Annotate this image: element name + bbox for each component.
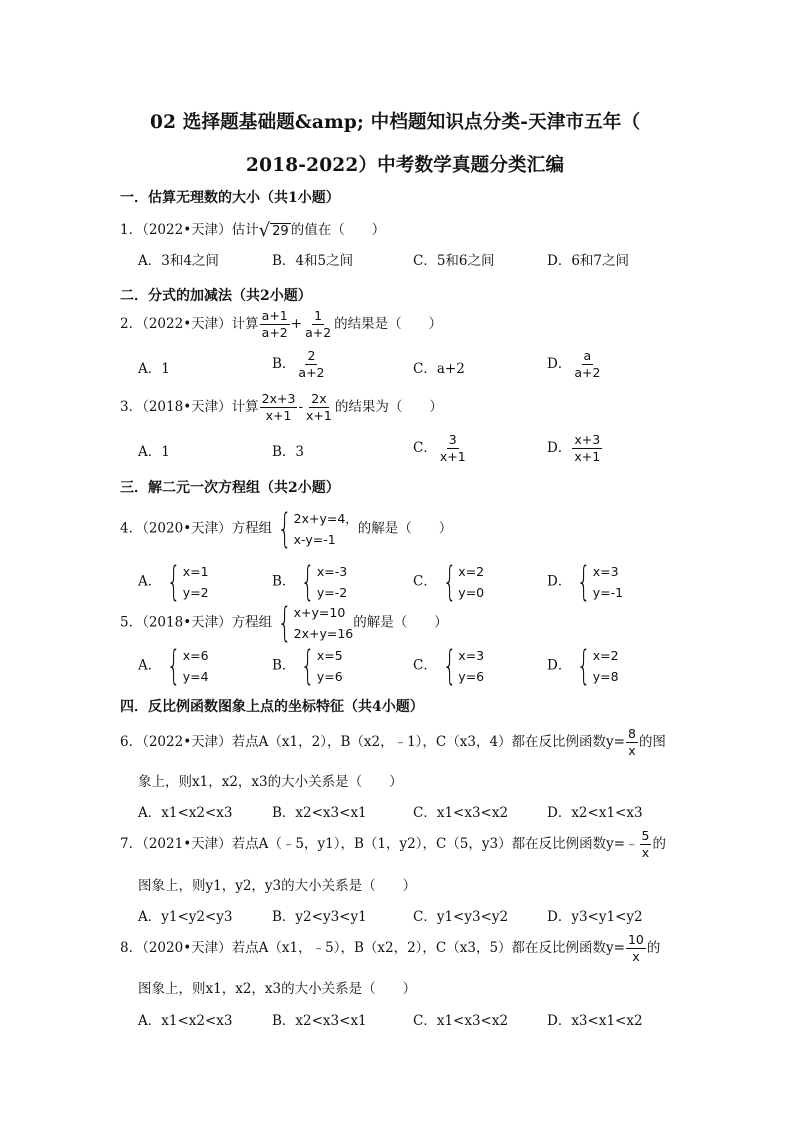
brace-icon: { <box>166 559 181 605</box>
document-title-line2: 2018-2022）中考数学真题分类汇编 <box>246 155 565 176</box>
q1-option-d: D．6和7之间 <box>547 253 630 269</box>
option-label: A． <box>138 657 162 674</box>
q5-option-c <box>413 645 484 687</box>
denominator: a+2 <box>305 325 332 340</box>
q1-option-c: C．5和6之间 <box>413 253 495 269</box>
equation: x=6 <box>182 648 209 663</box>
q4-option-a <box>138 561 209 603</box>
fraction <box>296 348 326 381</box>
question-2-text: 2．（2022•天津）计算 <box>120 316 259 332</box>
question-4-text: 4．（2020•天津）方程组 <box>120 520 273 537</box>
question-8 <box>120 932 660 965</box>
equation: y=8 <box>592 669 619 684</box>
q7-option-a: A．y1<y2<y3 <box>138 909 233 925</box>
q3-option-d <box>547 432 603 465</box>
question-7-tail: 的 <box>652 836 666 852</box>
brace-icon: { <box>301 643 316 689</box>
radicand: 29 <box>272 223 289 239</box>
question-6-tail: 的图 <box>638 734 666 750</box>
q3-option-b: B．3 <box>272 444 305 460</box>
q8-option-c: C．x1<x3<x2 <box>413 1013 509 1029</box>
q1-option-a: A．3和4之间 <box>138 253 219 269</box>
equation: x+y=10 <box>293 605 346 620</box>
numerator: 8 <box>627 726 636 741</box>
q4-option-b <box>272 561 347 603</box>
numerator: 2x <box>311 391 327 406</box>
fraction <box>260 308 290 341</box>
question-8-line2: 图象上，则x1，x2，x3的大小关系是（ ） <box>138 981 417 997</box>
equation: y=6 <box>316 669 343 684</box>
q7-option-b: B．y2<y3<y1 <box>272 909 367 925</box>
question-7 <box>120 828 666 861</box>
q2-option-a: A．1 <box>138 361 170 377</box>
denominator: a+2 <box>298 365 325 380</box>
equation-system <box>272 602 353 644</box>
question-5 <box>120 602 448 644</box>
equation: y=-1 <box>592 585 624 600</box>
option-label: C． <box>413 440 437 456</box>
operator: + <box>290 316 303 332</box>
question-2 <box>120 308 442 341</box>
brace-icon: { <box>442 559 457 605</box>
fraction <box>260 391 298 424</box>
fraction <box>640 828 652 861</box>
equation: x=3 <box>458 648 485 663</box>
section-heading-3: 三．解二元一次方程组（共2小题） <box>120 480 340 496</box>
option-label: C． <box>413 657 437 674</box>
section-heading-4: 四．反比例函数图象上点的坐标特征（共4小题） <box>120 699 424 715</box>
denominator: x <box>641 845 650 860</box>
denominator: x+1 <box>574 449 601 464</box>
numerator: 1 <box>314 308 323 323</box>
q5-option-a <box>138 645 209 687</box>
sqrt-expression: √ 29 <box>258 219 289 241</box>
numerator: a <box>583 348 592 363</box>
question-2-tail: 的结果是（ ） <box>334 316 443 332</box>
fraction <box>626 726 638 759</box>
q1-option-b: B．4和5之间 <box>272 253 354 269</box>
q2-option-d <box>547 348 603 381</box>
q2-option-b <box>272 348 328 381</box>
numerator: x+3 <box>574 432 601 447</box>
fraction <box>303 308 333 341</box>
question-6-text: 6．（2022•天津）若点A（x1，2），B（x2，﹣1），C（x3，4）都在反比例函数y= <box>120 734 625 750</box>
denominator: a+2 <box>261 325 288 340</box>
question-1-tail: 的值在（ ） <box>290 222 386 238</box>
option-label: D． <box>547 440 572 456</box>
fraction <box>572 432 602 465</box>
equation: 2x+y=4， <box>293 511 358 526</box>
numerator: 10 <box>627 932 644 947</box>
option-label: C． <box>413 573 437 590</box>
q7-option-c: C．y1<y3<y2 <box>413 909 509 925</box>
q6-option-a: A．x1<x2<x3 <box>138 805 233 821</box>
denominator: x <box>628 743 636 758</box>
section-heading-2: 二．分式的加减法（共2小题） <box>120 288 312 304</box>
fraction <box>438 432 468 465</box>
brace-icon: { <box>577 559 592 605</box>
question-8-tail: 的 <box>646 940 661 956</box>
brace-icon: { <box>301 559 316 605</box>
numerator: 2x+3 <box>261 391 296 406</box>
question-7-text: 7．（2021•天津）若点A（﹣5，y1），B（1，y2），C（5，y3）都在反比例函数y=﹣ <box>120 836 639 852</box>
q5-option-d <box>547 645 619 687</box>
option-label: B． <box>272 573 296 590</box>
denominator: x <box>632 949 640 964</box>
question-1-text: 1．（2022•天津）估计 <box>120 222 259 238</box>
question-6 <box>120 726 666 759</box>
denominator: x+1 <box>265 408 292 423</box>
numerator: 5 <box>641 828 650 843</box>
document-title-line1: 02 选择题基础题&amp; 中档题知识点分类-天津市五年（ <box>150 112 641 133</box>
operator: - <box>298 399 304 415</box>
q8-option-b: B．x2<x3<x1 <box>272 1013 367 1029</box>
option-label: A． <box>138 573 162 590</box>
fraction <box>304 391 334 424</box>
q6-option-b: B．x2<x3<x1 <box>272 805 367 821</box>
question-7-line2: 图象上，则y1，y2，y3的大小关系是（ ） <box>138 878 417 894</box>
q8-option-d: D．x3<x1<x2 <box>547 1013 643 1029</box>
q5-option-b <box>272 645 343 687</box>
option-label: B． <box>272 356 296 372</box>
question-4-tail: 的解是（ ） <box>357 520 453 537</box>
question-3-text: 3．（2018•天津）计算 <box>120 399 259 415</box>
denominator: x+1 <box>306 408 332 423</box>
equation: 2x+y=16 <box>293 626 354 641</box>
fraction <box>626 932 646 965</box>
question-1 <box>120 218 385 240</box>
question-6-line2: 象上，则x1，x2，x3的大小关系是（ ） <box>138 774 403 790</box>
brace-icon: { <box>442 643 457 689</box>
q3-option-a: A．1 <box>138 444 170 460</box>
question-4 <box>120 508 452 550</box>
q3-option-c <box>413 432 469 465</box>
q4-option-c <box>413 561 484 603</box>
question-5-tail: 的解是（ ） <box>353 614 448 631</box>
brace-icon: { <box>577 643 592 689</box>
option-label: B． <box>272 657 296 674</box>
equation: x=1 <box>182 564 209 579</box>
question-8-text: 8．（2020•天津）若点A（x1，﹣5），B（x2，2），C（x3，5）都在反比例函数y= <box>120 940 625 956</box>
equation: y=0 <box>458 585 485 600</box>
q4-option-d <box>547 561 623 603</box>
equation: y=2 <box>182 585 209 600</box>
brace-icon: { <box>277 600 292 646</box>
denominator: a+2 <box>574 365 601 380</box>
option-label: D． <box>547 573 572 590</box>
equation: x=-3 <box>316 564 348 579</box>
equation: x=2 <box>592 648 619 663</box>
question-3 <box>120 391 443 424</box>
brace-icon: { <box>277 506 292 552</box>
q6-option-d: D．x2<x1<x3 <box>547 805 643 821</box>
section-heading-1: 一．估算无理数的大小（共1小题） <box>120 190 340 206</box>
equation: x-y=-1 <box>293 532 336 547</box>
q7-option-d: D．y3<y1<y2 <box>547 909 643 925</box>
brace-icon: { <box>166 643 181 689</box>
question-3-tail: 的结果为（ ） <box>334 399 443 415</box>
fraction <box>572 348 602 381</box>
equation: x=2 <box>458 564 485 579</box>
numerator: 3 <box>448 432 457 447</box>
question-5-text: 5．（2018•天津）方程组 <box>120 614 273 631</box>
q6-option-c: C．x1<x3<x2 <box>413 805 509 821</box>
equation: x=5 <box>316 648 343 663</box>
denominator: x+1 <box>439 449 466 464</box>
q2-option-c: C．a+2 <box>413 361 465 377</box>
equation: x=3 <box>592 564 619 579</box>
numerator: 2 <box>307 348 316 363</box>
equation-system <box>272 508 358 550</box>
numerator: a+1 <box>261 308 288 323</box>
equation: y=-2 <box>316 585 348 600</box>
option-label: D． <box>547 356 572 372</box>
equation: y=6 <box>458 669 485 684</box>
option-label: D． <box>547 657 572 674</box>
equation: y=4 <box>182 669 209 684</box>
q8-option-a: A．x1<x2<x3 <box>138 1013 233 1029</box>
